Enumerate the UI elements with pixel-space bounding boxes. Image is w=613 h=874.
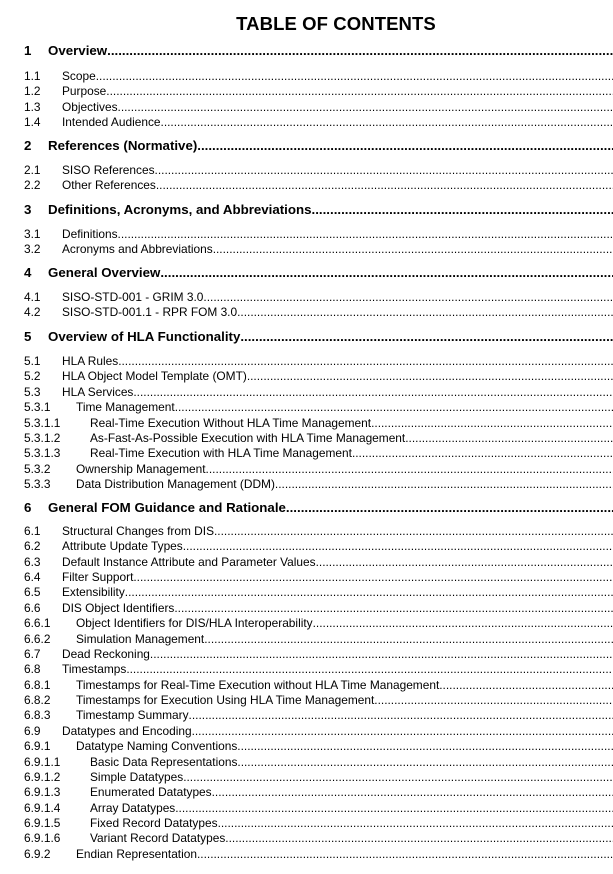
entry-title: Scope bbox=[62, 69, 96, 83]
section-title: Definitions, Acronyms, and Abbreviations bbox=[48, 202, 312, 217]
entry-number: 6.8.3 bbox=[24, 708, 51, 723]
toc-entry[interactable] bbox=[24, 416, 613, 432]
entry-line bbox=[62, 539, 613, 553]
entry-title: Fixed Record Datatypes bbox=[90, 816, 218, 831]
entry-line bbox=[76, 678, 613, 692]
entry-number: 5.3.2 bbox=[24, 461, 51, 476]
entry-title: Array Datatypes bbox=[90, 800, 176, 815]
entry-line bbox=[62, 163, 613, 177]
toc-entry[interactable] bbox=[24, 739, 613, 755]
entry-number: 5.2 bbox=[24, 369, 41, 384]
toc-entry[interactable] bbox=[24, 585, 613, 601]
toc-entry[interactable] bbox=[24, 801, 613, 817]
dot-leader bbox=[225, 831, 613, 845]
entry-title: Ownership Management bbox=[76, 461, 206, 476]
entry-title: Purpose bbox=[62, 84, 107, 99]
toc-entry[interactable] bbox=[24, 632, 613, 648]
dot-leader bbox=[197, 138, 613, 153]
section-number: 4 bbox=[24, 265, 32, 280]
section-title: References (Normative) bbox=[48, 138, 198, 153]
dot-leader bbox=[237, 305, 613, 319]
entry-line bbox=[76, 462, 613, 476]
entry-number: 6.4 bbox=[24, 570, 41, 585]
dot-leader bbox=[237, 739, 613, 753]
dot-leader bbox=[106, 84, 613, 98]
entry-number: 6.3 bbox=[24, 554, 41, 569]
toc-entry[interactable] bbox=[24, 785, 613, 801]
entry-title: Object Identifiers for DIS/HLA Interoperability bbox=[76, 616, 313, 631]
dot-leader bbox=[175, 801, 613, 815]
entry-line bbox=[90, 416, 613, 430]
toc-entry[interactable] bbox=[24, 524, 613, 540]
dot-leader bbox=[247, 369, 613, 383]
dot-leader bbox=[218, 816, 613, 830]
dot-leader bbox=[312, 202, 613, 217]
section-number: 6 bbox=[24, 500, 32, 515]
section-entry bbox=[48, 138, 613, 153]
toc-entry[interactable] bbox=[24, 616, 613, 632]
entry-title: HLA Rules bbox=[62, 354, 119, 368]
dot-leader bbox=[371, 416, 613, 430]
entry-line bbox=[90, 770, 613, 784]
toc-section[interactable] bbox=[24, 202, 613, 220]
toc-entry[interactable] bbox=[24, 724, 613, 740]
entry-number: 6.9.2 bbox=[24, 846, 51, 861]
toc-section[interactable] bbox=[24, 265, 613, 283]
entry-number: 1.4 bbox=[24, 115, 41, 130]
dot-leader bbox=[126, 662, 613, 676]
entry-title: Datatype Naming Conventions bbox=[76, 739, 238, 754]
entry-number: 6.9.1.4 bbox=[24, 800, 61, 815]
entry-line bbox=[62, 100, 613, 114]
entry-title: DIS Object Identifiers bbox=[62, 600, 175, 615]
dot-leader bbox=[316, 555, 613, 569]
entry-line bbox=[62, 601, 613, 615]
entry-title: Intended Audience bbox=[62, 115, 161, 130]
toc-entry[interactable] bbox=[24, 831, 613, 847]
section-entry bbox=[48, 329, 613, 344]
dot-leader bbox=[405, 431, 613, 445]
section-title: General Overview bbox=[48, 265, 161, 280]
entry-line bbox=[62, 290, 613, 304]
entry-title: Simple Datatypes bbox=[90, 769, 184, 784]
entry-number: 5.3.1.3 bbox=[24, 446, 61, 461]
dot-leader bbox=[237, 755, 613, 769]
dot-leader bbox=[155, 163, 613, 177]
entry-title: Structural Changes from DIS bbox=[62, 524, 214, 538]
section-entry bbox=[48, 202, 613, 217]
entry-line bbox=[62, 369, 613, 383]
toc-entry[interactable] bbox=[24, 647, 613, 663]
dot-leader bbox=[286, 500, 613, 515]
entry-title: Variant Record Datatypes bbox=[90, 831, 226, 846]
toc-entry[interactable] bbox=[24, 385, 613, 401]
entry-title: Attribute Update Types bbox=[62, 539, 183, 554]
section-number: 5 bbox=[24, 329, 32, 344]
toc-entry[interactable] bbox=[24, 354, 613, 370]
entry-number: 5.3.1 bbox=[24, 400, 51, 415]
toc-section[interactable] bbox=[24, 138, 613, 156]
dot-leader bbox=[174, 601, 613, 615]
dot-leader bbox=[118, 100, 613, 114]
entry-number: 6.6.1 bbox=[24, 616, 51, 631]
dot-leader bbox=[214, 524, 613, 538]
toc-entry[interactable] bbox=[24, 678, 613, 694]
entry-number: 6.9 bbox=[24, 723, 41, 738]
dot-leader bbox=[118, 227, 613, 241]
entry-title: Endian Representation bbox=[76, 846, 197, 861]
entry-title: Real-Time Execution Without HLA Time Management bbox=[90, 415, 372, 430]
entry-line bbox=[62, 354, 613, 368]
toc-entry[interactable] bbox=[24, 446, 613, 462]
dot-leader bbox=[275, 477, 613, 491]
entry-number: 1.2 bbox=[24, 84, 41, 99]
page-title: TABLE OF CONTENTS bbox=[236, 13, 436, 34]
dot-leader bbox=[439, 678, 613, 692]
entry-title: Filter Support bbox=[62, 570, 134, 585]
toc-entry[interactable] bbox=[24, 816, 613, 832]
entry-number: 2.1 bbox=[24, 163, 41, 177]
dot-leader bbox=[189, 708, 613, 722]
toc-entry[interactable] bbox=[24, 462, 613, 478]
dot-leader bbox=[206, 462, 613, 476]
entry-number: 5.3.3 bbox=[24, 477, 51, 492]
dot-leader bbox=[313, 616, 613, 630]
entry-line bbox=[62, 570, 613, 584]
entry-line bbox=[62, 115, 613, 129]
dot-leader bbox=[192, 724, 613, 738]
toc-entry[interactable] bbox=[24, 84, 613, 100]
entry-number: 6.7 bbox=[24, 646, 41, 661]
toc-entry[interactable] bbox=[24, 163, 613, 179]
toc-entry[interactable] bbox=[24, 115, 613, 131]
section-number: 3 bbox=[24, 202, 32, 217]
entry-number: 6.6 bbox=[24, 600, 41, 615]
toc-entry[interactable] bbox=[24, 847, 613, 863]
entry-line bbox=[90, 431, 613, 445]
entry-title: Timestamp Summary bbox=[76, 708, 189, 723]
toc-entry[interactable] bbox=[24, 369, 613, 385]
toc-entry[interactable] bbox=[24, 431, 613, 447]
entry-line bbox=[62, 242, 613, 256]
entry-title: Timestamps bbox=[62, 662, 127, 677]
entry-number: 5.3 bbox=[24, 384, 41, 399]
entry-number: 6.1 bbox=[24, 524, 41, 538]
entry-title: HLA Object Model Template (OMT) bbox=[62, 369, 247, 384]
toc-entry[interactable] bbox=[24, 539, 613, 555]
entry-number: 4.2 bbox=[24, 305, 41, 320]
entry-number: 1.1 bbox=[24, 69, 41, 83]
dot-leader bbox=[183, 539, 613, 553]
entry-line bbox=[62, 724, 613, 738]
entry-number: 6.5 bbox=[24, 585, 41, 600]
entry-title: Data Distribution Management (DDM) bbox=[76, 477, 275, 492]
section-number: 2 bbox=[24, 138, 32, 153]
entry-line bbox=[62, 84, 613, 98]
toc-entry[interactable] bbox=[24, 570, 613, 586]
entry-line bbox=[62, 385, 613, 399]
dot-leader bbox=[203, 290, 613, 304]
toc-section[interactable] bbox=[24, 43, 613, 61]
entry-number: 6.8 bbox=[24, 662, 41, 677]
dot-leader bbox=[118, 354, 613, 368]
entry-title: HLA Services bbox=[62, 384, 134, 399]
dot-leader bbox=[352, 446, 613, 460]
entry-line bbox=[90, 801, 613, 815]
section-number: 1 bbox=[24, 43, 32, 58]
entry-title: Objectives bbox=[62, 99, 118, 114]
entry-number: 1.3 bbox=[24, 99, 41, 114]
dot-leader bbox=[150, 647, 613, 661]
dot-leader bbox=[213, 242, 613, 256]
entry-title: Dead Reckoning bbox=[62, 646, 150, 661]
entry-line bbox=[62, 662, 613, 676]
entry-line bbox=[76, 632, 613, 646]
entry-title: Timestamps for Real-Time Execution without HLA Time Management bbox=[76, 677, 440, 692]
section-entry bbox=[48, 265, 613, 280]
entry-number: 6.2 bbox=[24, 539, 41, 554]
entry-line bbox=[62, 305, 613, 319]
entry-number: 3.2 bbox=[24, 242, 41, 257]
dot-leader bbox=[197, 847, 613, 861]
entry-title: Other References bbox=[62, 178, 156, 193]
dot-leader bbox=[212, 785, 613, 799]
entry-line bbox=[76, 400, 613, 414]
toc-entry[interactable] bbox=[24, 178, 613, 194]
entry-title: Extensibility bbox=[62, 585, 125, 600]
entry-number: 5.3.1.2 bbox=[24, 431, 61, 445]
entry-line bbox=[90, 785, 613, 799]
toc-entry[interactable] bbox=[24, 242, 613, 258]
toc-entry[interactable] bbox=[24, 662, 613, 678]
entry-title: Simulation Management bbox=[76, 631, 205, 646]
entry-title: Enumerated Datatypes bbox=[90, 785, 212, 800]
entry-number: 6.9.1 bbox=[24, 739, 51, 754]
entry-number: 6.6.2 bbox=[24, 631, 51, 646]
entry-number: 4.1 bbox=[24, 290, 41, 304]
toc-entry[interactable] bbox=[24, 770, 613, 786]
toc-entry[interactable] bbox=[24, 601, 613, 617]
dot-leader bbox=[133, 570, 613, 584]
dot-leader bbox=[107, 43, 613, 58]
toc-entry[interactable] bbox=[24, 477, 613, 493]
toc-entry[interactable] bbox=[24, 100, 613, 116]
section-title: General FOM Guidance and Rationale bbox=[48, 500, 286, 515]
entry-line bbox=[62, 524, 613, 538]
entry-number: 6.9.1.5 bbox=[24, 816, 61, 831]
entry-number: 6.9.1.1 bbox=[24, 754, 61, 769]
entry-number: 2.2 bbox=[24, 178, 41, 193]
entry-number: 6.9.1.2 bbox=[24, 769, 61, 784]
entry-line bbox=[90, 816, 613, 830]
entry-title: Default Instance Attribute and Parameter Values bbox=[62, 554, 316, 569]
entry-title: Real-Time Execution with HLA Time Management bbox=[90, 446, 352, 461]
entry-title: Acronyms and Abbreviations bbox=[62, 242, 213, 257]
dot-leader bbox=[240, 329, 613, 344]
entry-line bbox=[76, 739, 613, 753]
toc-section[interactable] bbox=[24, 329, 613, 347]
entry-title: Datatypes and Encoding bbox=[62, 723, 192, 738]
toc-entry[interactable] bbox=[24, 693, 613, 709]
entry-title: Time Management bbox=[76, 400, 175, 415]
section-title: Overview bbox=[48, 43, 108, 58]
dot-leader bbox=[96, 69, 613, 83]
dot-leader bbox=[160, 265, 613, 280]
entry-title: Definitions bbox=[62, 227, 118, 241]
toc-section[interactable] bbox=[24, 500, 613, 518]
toc-entry[interactable] bbox=[24, 69, 613, 85]
section-entry bbox=[48, 43, 613, 58]
toc-entry[interactable] bbox=[24, 290, 613, 306]
entry-line bbox=[76, 477, 613, 491]
entry-line bbox=[76, 616, 613, 630]
entry-title: Timestamps for Execution Using HLA Time Management bbox=[76, 693, 375, 708]
entry-line bbox=[90, 446, 613, 460]
entry-title: SISO-STD-001.1 - RPR FOM 3.0 bbox=[62, 305, 238, 320]
toc-entry[interactable] bbox=[24, 227, 613, 243]
dot-leader bbox=[374, 693, 613, 707]
entry-line bbox=[90, 755, 613, 769]
entry-number: 6.8.1 bbox=[24, 677, 51, 692]
toc-entry[interactable] bbox=[24, 708, 613, 724]
entry-title: Basic Data Representations bbox=[90, 754, 238, 769]
entry-line bbox=[62, 647, 613, 661]
entry-line bbox=[62, 585, 613, 599]
entry-line bbox=[90, 831, 613, 845]
entry-line bbox=[62, 69, 613, 83]
entry-number: 5.1 bbox=[24, 354, 41, 368]
entry-number: 5.3.1.1 bbox=[24, 415, 61, 430]
entry-title: SISO-STD-001 - GRIM 3.0 bbox=[62, 290, 204, 304]
entry-title: SISO References bbox=[62, 163, 155, 177]
toc-entry[interactable] bbox=[24, 555, 613, 571]
entry-title: As-Fast-As-Possible Execution with HLA Time Management bbox=[90, 431, 406, 445]
entry-line bbox=[62, 178, 613, 192]
entry-number: 6.9.1.3 bbox=[24, 785, 61, 800]
section-entry bbox=[48, 500, 613, 515]
dot-leader bbox=[175, 400, 613, 414]
toc-entry[interactable] bbox=[24, 400, 613, 416]
entry-number: 6.8.2 bbox=[24, 693, 51, 708]
entry-line bbox=[76, 693, 613, 707]
entry-line bbox=[76, 847, 613, 861]
section-title: Overview of HLA Functionality bbox=[48, 329, 241, 344]
entry-line bbox=[62, 555, 613, 569]
entry-number: 3.1 bbox=[24, 227, 41, 241]
dot-leader bbox=[161, 115, 613, 129]
dot-leader bbox=[183, 770, 613, 784]
entry-line bbox=[76, 708, 613, 722]
dot-leader bbox=[133, 385, 613, 399]
toc-entry[interactable] bbox=[24, 755, 613, 771]
entry-line bbox=[62, 227, 613, 241]
dot-leader bbox=[125, 585, 613, 599]
dot-leader bbox=[204, 632, 613, 646]
entry-number: 6.9.1.6 bbox=[24, 831, 61, 846]
toc-entry[interactable] bbox=[24, 305, 613, 321]
dot-leader bbox=[156, 178, 613, 192]
